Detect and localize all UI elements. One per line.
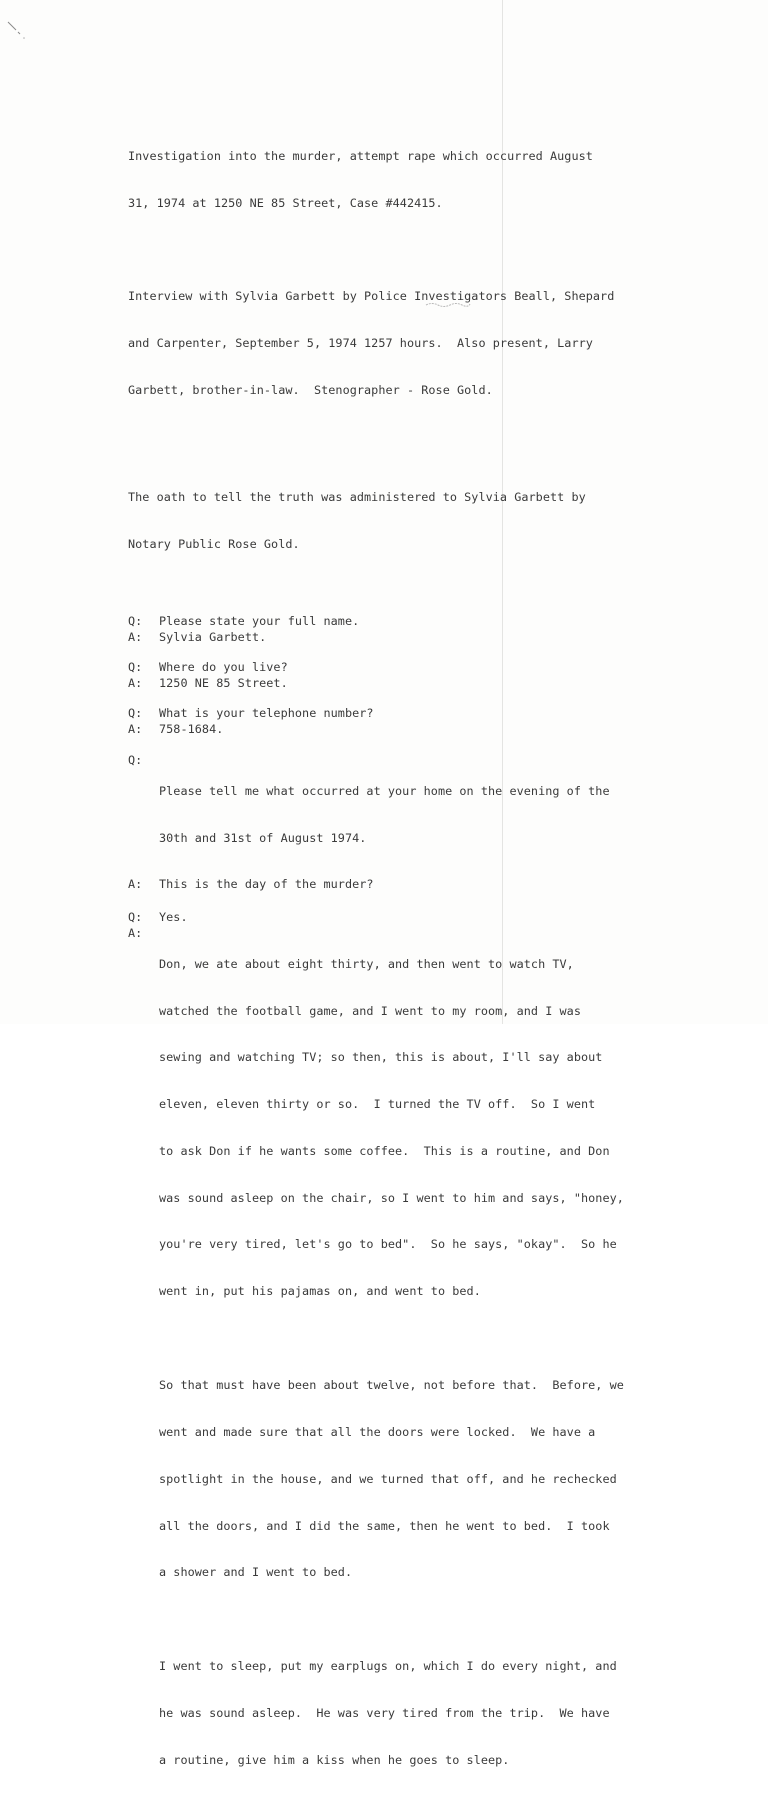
answer bbox=[128, 877, 648, 893]
text-line: The oath to tell the truth was administered to Sylvia Garbett by bbox=[128, 490, 586, 505]
text-line: eleven, eleven thirty or so. I turned the TV off. So I went bbox=[159, 1097, 596, 1112]
q-prefix: Q: bbox=[128, 706, 143, 721]
question-text: Where do you live? bbox=[159, 660, 288, 675]
text-line: Investigation into the murder, attempt rape which occurred August bbox=[128, 149, 593, 164]
corner-scratch-mark bbox=[6, 18, 28, 40]
q-prefix: Q: bbox=[128, 614, 143, 629]
question bbox=[128, 614, 648, 630]
text-line: went and made sure that all the doors were locked. We have a bbox=[159, 1424, 596, 1439]
text-line: Notary Public Rose Gold. bbox=[128, 537, 300, 552]
text-line: a shower and I went to bed. bbox=[159, 1565, 353, 1580]
question-text bbox=[159, 753, 610, 878]
question bbox=[128, 910, 648, 926]
text-line: Please tell me what occurred at your home on the evening of the bbox=[159, 783, 610, 798]
oath-statement bbox=[128, 459, 648, 584]
a-prefix: A: bbox=[128, 877, 143, 892]
text-line: you're very tired, let's go to bed". So he says, "okay". So he bbox=[159, 1237, 617, 1252]
text-line: spotlight in the house, and we turned that off, and he rechecked bbox=[159, 1471, 617, 1486]
text-line: all the doors, and I did the same, then he went to bed. I took bbox=[159, 1518, 610, 1533]
q-prefix: Q: bbox=[128, 752, 143, 767]
transcript-body bbox=[128, 118, 648, 1800]
text-line: I went to sleep, put my earplugs on, which I do every night, and bbox=[159, 1659, 617, 1674]
answer-text: This is the day of the murder? bbox=[159, 877, 374, 892]
text-line: sewing and watching TV; so then, this is about, I'll say about bbox=[159, 1050, 603, 1065]
answer bbox=[128, 926, 648, 1331]
a-prefix: A: bbox=[128, 722, 143, 736]
text-line: a routine, give him a kiss when he goes to sleep. bbox=[159, 1752, 510, 1767]
a-prefix: A: bbox=[128, 629, 143, 644]
text-line: went in, put his pajamas on, and went to bed. bbox=[159, 1284, 481, 1299]
question-text: Please state your full name. bbox=[159, 614, 360, 629]
answer-text: Sylvia Garbett. bbox=[159, 629, 267, 644]
text-line: he was sound asleep. He was very tired from the trip. We have bbox=[159, 1706, 610, 1721]
text-line: 30th and 31st of August 1974. bbox=[159, 830, 367, 845]
question bbox=[128, 706, 648, 722]
narrative-paragraph bbox=[159, 1347, 648, 1612]
interview-header bbox=[128, 258, 648, 430]
text-line: watched the football game, and I went to my room, and I was bbox=[159, 1003, 581, 1018]
text-line: So that must have been about twelve, not before that. Before, we bbox=[159, 1378, 624, 1393]
text-line: Don, we ate about eight thirty, and then went to watch TV, bbox=[159, 956, 574, 971]
q-prefix: Q: bbox=[128, 909, 143, 924]
question-answer-section bbox=[128, 614, 648, 1800]
a-prefix: A: bbox=[128, 925, 143, 940]
answer-text bbox=[159, 926, 624, 1331]
text-line: 31, 1974 at 1250 NE 85 Street, Case #442415. bbox=[128, 195, 443, 210]
answer-text: 1250 NE 85 Street. bbox=[159, 675, 288, 690]
answer bbox=[128, 676, 648, 692]
question-text: What is your telephone number? bbox=[159, 706, 374, 721]
question-text: Yes. bbox=[159, 909, 188, 924]
narrative-paragraph bbox=[159, 1628, 648, 1800]
question bbox=[128, 753, 648, 878]
text-line: to ask Don if he wants some coffee. This is a routine, and Don bbox=[159, 1143, 610, 1158]
question bbox=[128, 660, 648, 676]
answer bbox=[128, 630, 648, 646]
text-line: Interview with Sylvia Garbett by Police Investigators Beall, Shepard bbox=[128, 288, 615, 303]
answer-text: 758-1684. bbox=[159, 722, 224, 736]
a-prefix: A: bbox=[128, 675, 143, 690]
text-line: and Carpenter, September 5, 1974 1257 hours. Also present, Larry bbox=[128, 335, 593, 350]
case-heading bbox=[128, 118, 648, 243]
text-line: was sound asleep on the chair, so I went to him and says, "honey, bbox=[159, 1190, 624, 1205]
q-prefix: Q: bbox=[128, 660, 143, 675]
answer bbox=[128, 722, 648, 738]
text-line: Garbett, brother-in-law. Stenographer - Rose Gold. bbox=[128, 382, 493, 397]
